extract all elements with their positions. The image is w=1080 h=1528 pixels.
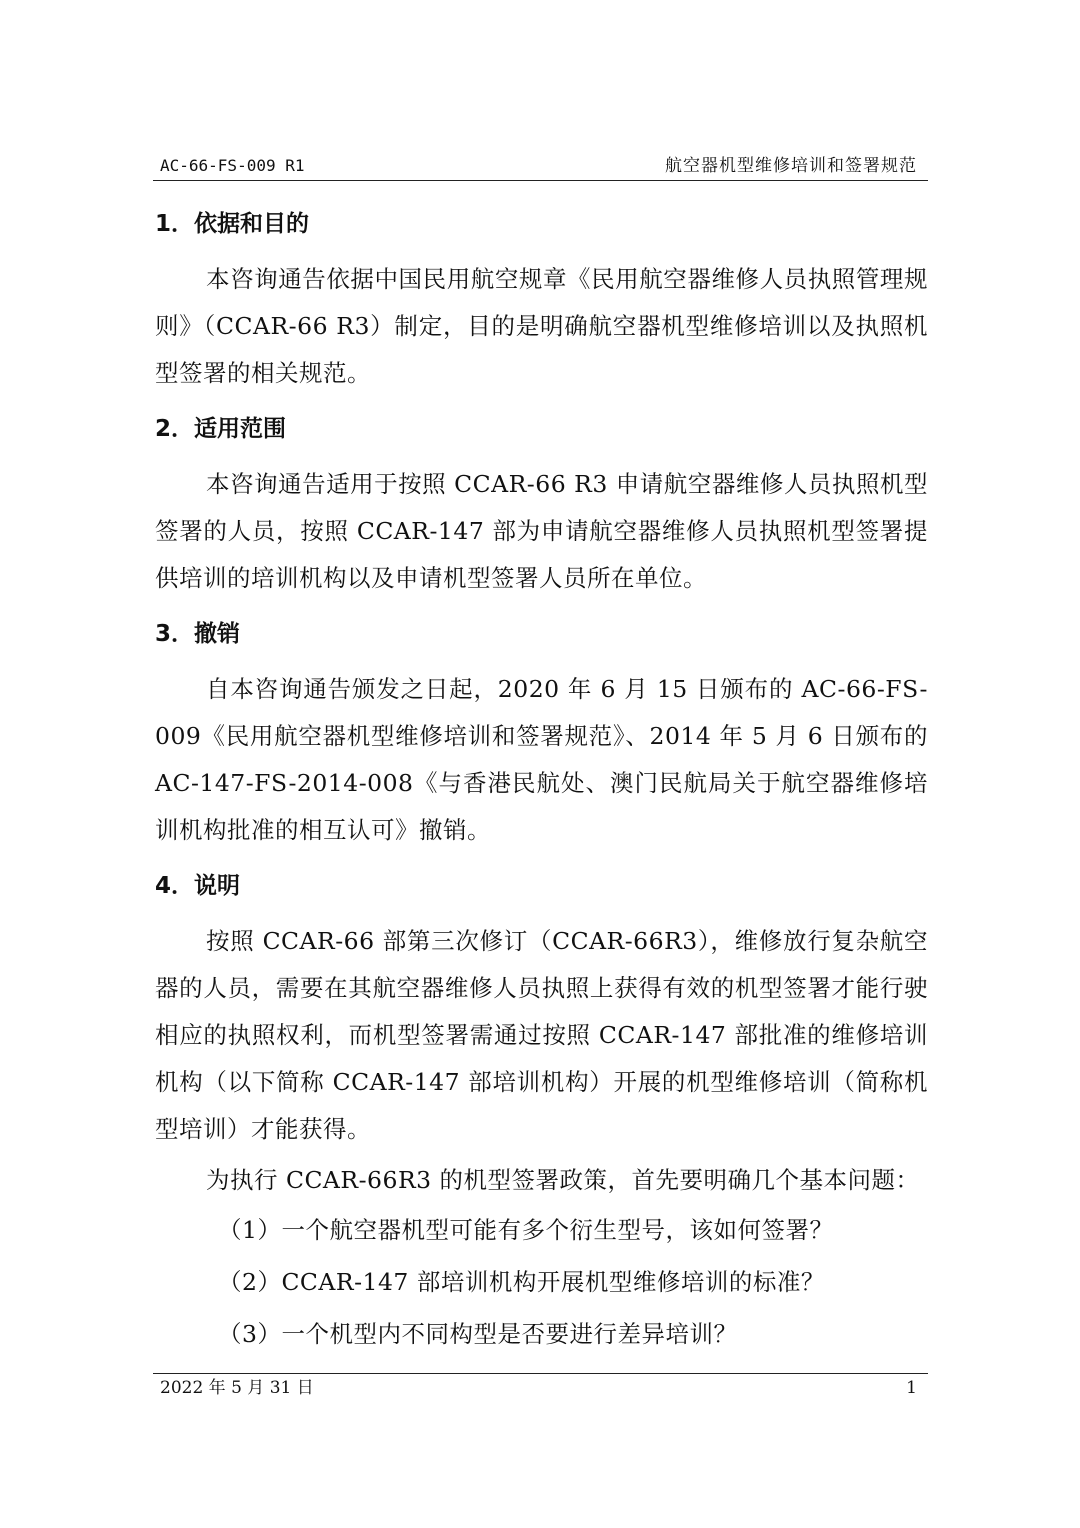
page-number: 1 xyxy=(906,1378,917,1398)
paragraph-basis: 本咨询通告依据中国民用航空规章《民用航空器维修人员执照管理规则》（CCAR-66 R3）制定，目的是明确航空器机型维修培训以及执照机型签署的相关规范。 xyxy=(155,265,928,387)
document-body xyxy=(155,200,928,1360)
running-title: 航空器机型维修培训和签署规范 xyxy=(665,156,917,176)
issue-date: 2022 年 5 月 31 日 xyxy=(160,1378,314,1398)
list-item: （1）一个航空器机型可能有多个衍生型号，该如何签署？ xyxy=(218,1216,834,1244)
section-heading-explanation: 4．说明 xyxy=(155,873,241,899)
document-code: AC-66-FS-009 R1 xyxy=(160,156,305,175)
paragraph-revocation: 自本咨询通告颁发之日起，2020 年 6 月 15 日颁布的 AC-66-FS-009《民用航空器机型维修培训和签署规范》、2014 年 5 月 6 日颁布的 AC-147-FS-2014-008《与香港民航处、澳门民航局关于航空器维修培训机构批准的相互认可》撤销。 xyxy=(155,675,928,844)
paragraph-explanation: 按照 CCAR-66 部第三次修订（CCAR-66R3），维修放行复杂航空器的人员，需要在其航空器维修人员执照上获得有效的机型签署才能行驶相应的执照权利，而机型签署需通过按照 CCAR-147 部批准的维修培训机构（以下简称 CCAR-147 部培训机构）开展的机型维修培训（简称机型培训）才能获得。 xyxy=(155,927,928,1143)
header-rule xyxy=(153,180,928,181)
paragraph-basic-questions: 为执行 CCAR-66R3 的机型签署政策，首先要明确几个基本问题： xyxy=(206,1166,920,1194)
section-heading-revocation: 3．撤销 xyxy=(155,621,241,647)
section-heading-scope: 2．适用范围 xyxy=(155,416,287,442)
section-heading-basis: 1．依据和目的 xyxy=(155,211,310,237)
list-item: （3）一个机型内不同构型是否要进行差异培训？ xyxy=(218,1320,738,1348)
list-item: （2）CCAR-147 部培训机构开展机型维修培训的标准？ xyxy=(218,1268,825,1296)
paragraph-scope: 本咨询通告适用于按照 CCAR-66 R3 申请航空器维修人员执照机型签署的人员，按照 CCAR-147 部为申请航空器维修人员执照机型签署提供培训的培训机构以及申请机型签署人员所在单位。 xyxy=(155,470,928,592)
footer-rule xyxy=(153,1373,928,1374)
